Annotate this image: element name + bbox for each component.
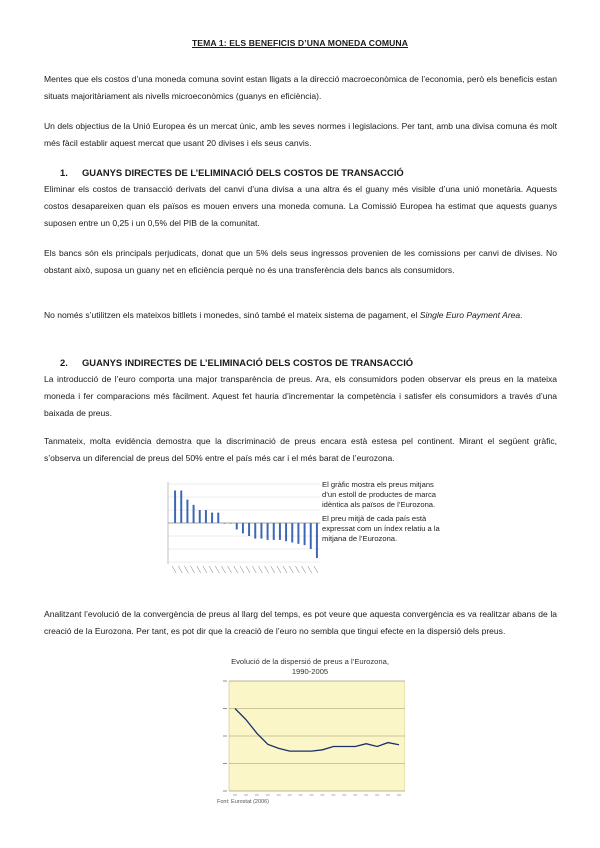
line-chart-source: Font: Eurostat (2006)	[217, 799, 269, 805]
bar-chart-bar	[285, 523, 287, 541]
paragraph-transaction-costs: Eliminar els costos de transacció derivats del canvi d’una divisa a una altra és el guany més visible d’una unió monetària. Aquests costos desapareixen quan els països es mouen envers una moneda comuna. La Comissió Europea ha estimat que aquests guanys suposen entre un 0,25 i un 0,5% del PIB de la comunitat.	[44, 184, 557, 228]
bar-chart-bar	[304, 523, 306, 545]
section-number: 1.	[60, 167, 68, 178]
line-chart-title: Evolució de la dispersió de preus a l’Eurozona,	[231, 657, 389, 666]
price-dispersion-line-chart	[215, 679, 405, 805]
paragraph-convergence: Analitzant l’evolució de la convergència de preus al llarg del temps, es pot veure que aquesta convergència es va realitzar abans de la creació de la Eurozona. Per tant, es pot dir que la creació de l’euro no sembla que tingui efecte en la dispersió dels preus.	[44, 609, 557, 636]
bar-chart-x-tick-label	[178, 566, 182, 573]
bar-chart-bar	[316, 523, 318, 558]
bar-chart-bar	[217, 513, 219, 523]
bar-chart-x-tick-label	[234, 566, 238, 573]
bar-chart-x-tick-label	[209, 566, 213, 573]
bar-chart-bar	[211, 513, 213, 523]
bar-chart-x-tick-label	[289, 566, 293, 573]
bar-chart-x-tick-label	[252, 566, 256, 573]
bar-chart-bar	[254, 523, 256, 539]
paragraph-sepa	[44, 307, 557, 324]
paragraph-intro: Mentes que els costos d’una moneda comuna sovint estan lligats a la direcció macroeconòmica de l’economia, però els beneficis estan situats majoritàriament als nivells microeconòmics (guanys en eficiència).	[44, 74, 557, 101]
bar-chart-bar	[297, 523, 299, 544]
bar-chart-bar	[236, 523, 238, 530]
bar-chart-bar	[193, 505, 195, 523]
section-title: GUANYS DIRECTES DE L’ELIMINACIÓ DELS COSTOS DE TRANSACCIÓ	[82, 167, 404, 178]
bar-chart-x-tick-label	[314, 566, 318, 573]
bar-chart-x-tick-label	[228, 566, 232, 573]
paragraph-single-market: Un dels objectius de la Unió Europea és un mercat únic, amb les seves normes i legislacions. Per tant, amb una divisa comuna és molt més fàcil establir aquest mercat que usant 20 divises i els seus canvis.	[44, 121, 557, 148]
line-chart-subtitle: 1990-2005	[291, 667, 329, 676]
bar-chart-bar	[230, 523, 232, 524]
bar-chart-x-tick-label	[215, 566, 219, 573]
price-index-figure	[150, 476, 440, 588]
bar-chart-bar	[291, 523, 293, 543]
section-heading-1	[60, 167, 404, 178]
sepa-italic: Single Euro Payment Area	[419, 310, 521, 320]
section-number: 2.	[60, 357, 68, 368]
bar-chart-bar	[199, 510, 201, 523]
bar-chart-x-tick-label	[240, 566, 244, 573]
sepa-end: .	[520, 310, 523, 320]
bar-chart-bar	[267, 523, 269, 540]
bar-chart-x-tick-label	[221, 566, 225, 573]
bar-chart-bar	[174, 491, 176, 524]
paragraph-transparency: La introducció de l’euro comporta una major transparència de preus. Ara, els consumidors poden observar els preus en la mateixa moneda i fer comparacions més fàcilment. Aquest fet hauria d’incrementar la competència i satisfer els consumidors a través d’una baixada de preus.	[44, 374, 557, 418]
bar-chart-x-tick-label	[258, 566, 262, 573]
sepa-text: No només s’utilitzen els mateixos bitllets i monedes, sinó també el mateix sistema de pagament, el	[44, 310, 420, 320]
bar-chart-bar	[186, 500, 188, 523]
bar-chart-bar	[242, 523, 244, 533]
bar-chart-annotation-1: El gràfic mostra els preus mitjans d’un estoll de productes de marca idèntica als països de l’Eurozona.	[322, 480, 436, 509]
bar-chart-bar	[279, 523, 281, 540]
price-dispersion-figure	[215, 657, 405, 805]
bar-chart-bar	[205, 510, 207, 523]
bar-chart-x-tick-label	[265, 566, 269, 573]
section-title: GUANYS INDIRECTES DE L’ELIMINACIÓ DELS COSTOS DE TRANSACCIÓ	[82, 357, 414, 368]
bar-chart-x-tick-label	[172, 566, 176, 573]
bar-chart-x-tick-label	[302, 566, 306, 573]
bar-chart-x-tick-label	[191, 566, 195, 573]
price-index-bar-chart	[150, 476, 440, 588]
section-heading-2	[60, 357, 413, 368]
bar-chart-bar	[223, 523, 225, 524]
bar-chart-bar	[260, 523, 262, 539]
bar-chart-x-tick-label	[271, 566, 275, 573]
bar-chart-x-tick-label	[203, 566, 207, 573]
bar-chart-bar	[180, 491, 182, 524]
bar-chart-x-tick-label	[277, 566, 281, 573]
bar-chart-x-tick-label	[308, 566, 312, 573]
bar-chart-x-tick-label	[197, 566, 201, 573]
bar-chart-bar	[310, 523, 312, 549]
bar-chart-bar	[273, 523, 275, 540]
paragraph-price-discrimination: Tanmateix, molta evidència demostra que la discriminació de preus encara està estesa pel continent. Mirant el següent gràfic, s’observa un diferencial de preus del 50% entre el país més car i el més barat de l’eurozona.	[44, 436, 557, 463]
bar-chart-x-tick-label	[295, 566, 299, 573]
bar-chart-x-tick-label	[246, 566, 250, 573]
bar-chart-x-tick-label	[184, 566, 188, 573]
page-title: TEMA 1: ELS BENEFICIS D’UNA MONEDA COMUNA	[191, 38, 409, 48]
bar-chart-x-tick-label	[283, 566, 287, 573]
bar-chart-bar	[248, 523, 250, 536]
paragraph-banks: Els bancs són els principals perjudicats, donat que un 5% dels seus ingressos provenien de les comissions per canvi de divises. No obstant això, suposa un guany net en eficiència perquè no és una transferència dels bancs als consumidors.	[44, 248, 557, 275]
bar-chart-annotation-2: El preu mitjà de cada país està expressat com un índex relatiu a la mitjana de l’Eurozona.	[322, 514, 440, 543]
